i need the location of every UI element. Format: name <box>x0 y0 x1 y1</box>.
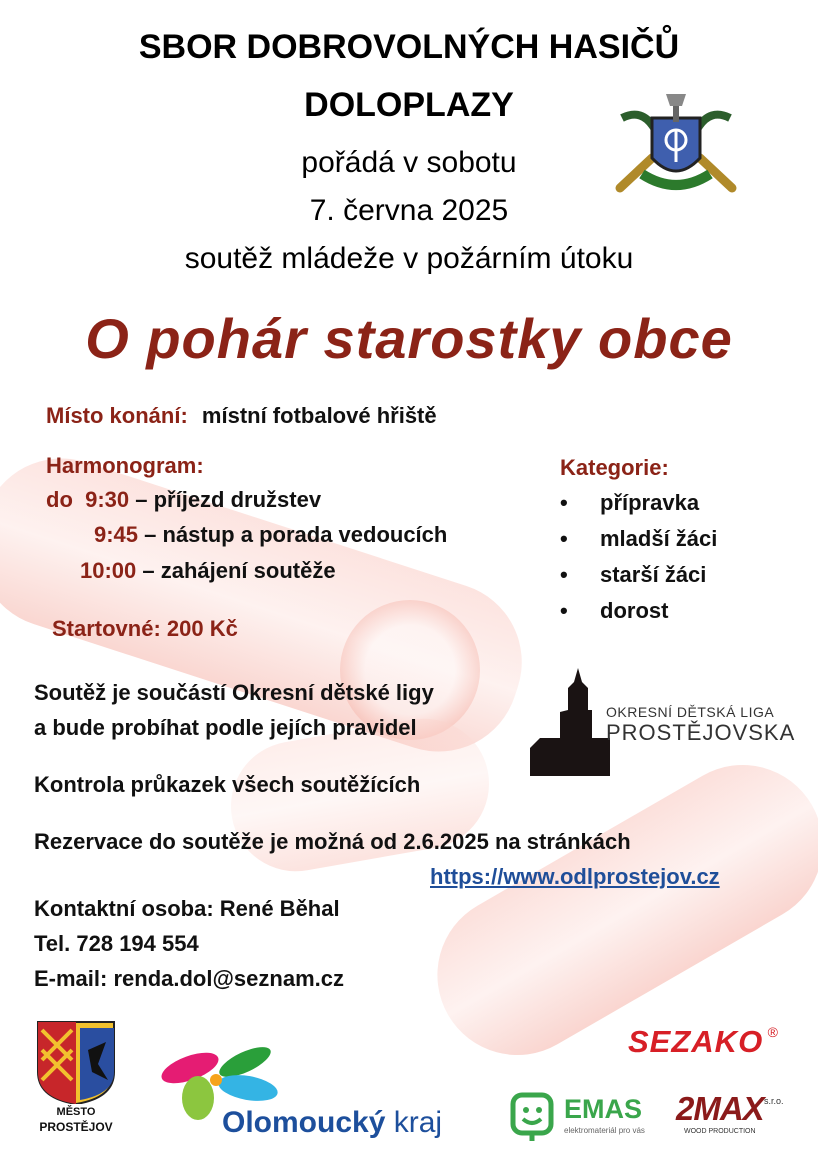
emas-subtitle: elektromateriál pro vás <box>564 1126 645 1135</box>
schedule-time: 10:00 <box>80 558 137 583</box>
2max-text: 2MAX <box>676 1090 764 1127</box>
category-item: • mladší žáci <box>560 526 717 562</box>
sezako-logo <box>628 1024 778 1060</box>
event-title: O pohár starostky obce <box>85 307 733 370</box>
schedule-item <box>80 558 336 584</box>
emas-text: EMAS <box>564 1094 643 1124</box>
schedule-item <box>94 522 447 548</box>
date-intro: pořádá v sobotu <box>301 146 517 179</box>
league-note-line2: a bude probíhat podle jejích pravidel <box>34 715 417 740</box>
2max-subtitle: WOOD PRODUCTION <box>684 1128 756 1135</box>
olomoucky-kraj-logo <box>150 1040 490 1150</box>
venue-label: Místo konání: <box>46 403 188 428</box>
category-item: • přípravka <box>560 490 717 526</box>
city-logo-line1: MĚSTO <box>56 1106 96 1118</box>
entry-fee: Startovné: 200 Kč <box>52 616 238 641</box>
schedule-text: – příjezd družstev <box>129 487 322 512</box>
city-coat-of-arms-icon <box>36 1020 116 1104</box>
2max-sro: s.r.o. <box>764 1096 784 1106</box>
region-name-light: kraj <box>385 1106 443 1139</box>
region-name-bold: Olomoucký <box>222 1106 386 1139</box>
contact-phone: Tel. 728 194 554 <box>34 931 199 956</box>
reservation-note: Rezervace do soutěže je možná od 2.6.2025 na stránkách <box>34 829 631 854</box>
2max-logo <box>676 1090 806 1146</box>
registered-mark: ® <box>767 1024 778 1040</box>
event-type: soutěž mládeže v požárním útoku <box>184 242 634 275</box>
emas-logo <box>510 1090 660 1146</box>
categories-heading: Kategorie: <box>560 455 669 480</box>
organizer-title: SBOR DOBROVOLNÝCH HASIČŮ <box>138 28 680 66</box>
emas-smile-icon <box>510 1092 560 1142</box>
league-logo-line2: PROSTĚJOVSKA <box>606 720 796 745</box>
city-logo-line2: PROSTĚJOV <box>39 1120 113 1134</box>
schedule-time: do 9:30 <box>46 487 130 512</box>
league-note-line1: Soutěž je součástí Okresní dětské ligy <box>34 680 434 705</box>
schedule-text: – zahájení soutěže <box>136 558 336 583</box>
event-date: 7. června 2025 <box>309 194 509 227</box>
license-check-note: Kontrola průkazek všech soutěžících <box>34 772 421 797</box>
category-item: • starší žáci <box>560 562 717 598</box>
venue-value: místní fotbalové hřiště <box>201 403 437 428</box>
schedule-time: 9:45 <box>94 522 139 547</box>
category-item: • dorost <box>560 598 717 634</box>
reservation-link[interactable]: https://www.odlprostejov.cz <box>430 864 720 889</box>
schedule-item <box>46 487 321 513</box>
contact-person: Kontaktní osoba: René Běhal <box>34 896 340 921</box>
sezako-text: SEZAKO <box>628 1024 764 1059</box>
fire-brigade-emblem-icon <box>612 88 740 200</box>
organizer-village: DOLOPLAZY <box>304 86 514 124</box>
categories-list <box>560 490 717 634</box>
schedule-text: – nástup a porada vedoucích <box>138 522 448 547</box>
region-name <box>222 1106 442 1140</box>
prostejov-city-logo <box>30 1020 120 1140</box>
church-tower-icon <box>530 668 610 776</box>
league-logo-line1: OKRESNÍ DĚTSKÁ LIGA <box>606 704 775 720</box>
schedule-heading: Harmonogram: <box>46 453 204 478</box>
venue-line <box>46 403 437 429</box>
league-logo <box>530 668 810 778</box>
contact-email: E-mail: renda.dol@seznam.cz <box>34 966 344 991</box>
